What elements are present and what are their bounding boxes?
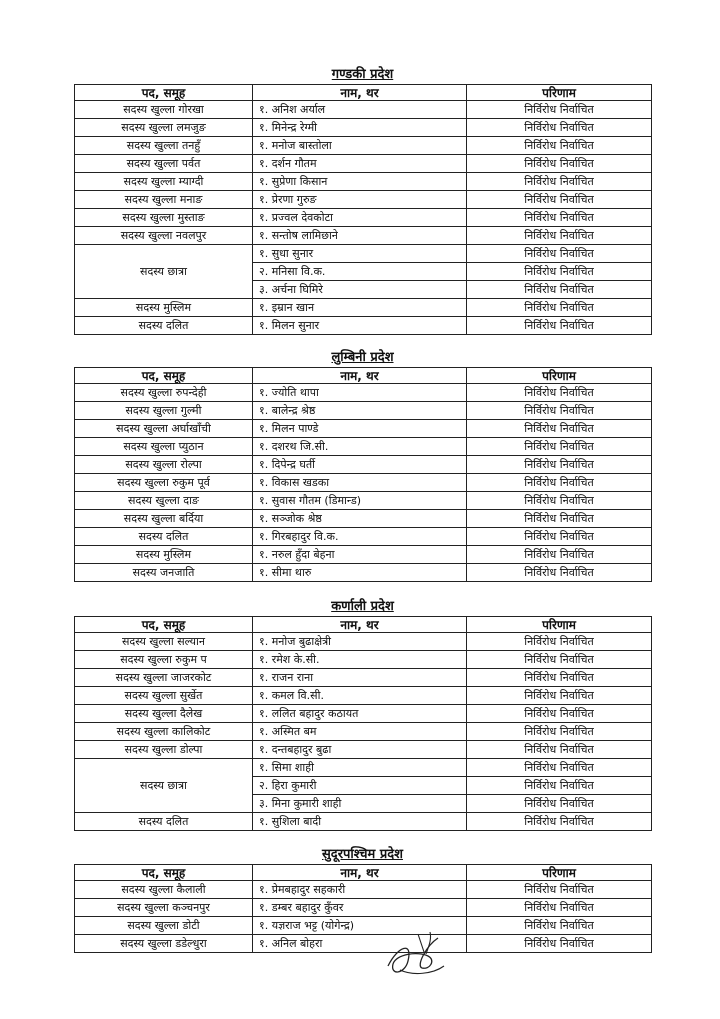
table-row <box>75 881 652 899</box>
table-row <box>75 155 652 173</box>
cell-result: निर्विरोध निर्वाचित <box>467 474 652 492</box>
cell-result: निर्विरोध निर्वाचित <box>467 155 652 173</box>
table-row <box>75 669 652 687</box>
section-title: सुदूरपश्चिम प्रदेश <box>322 847 403 862</box>
section-karnali <box>74 598 651 831</box>
cell-result: निर्विरोध निर्वाचित <box>467 759 652 777</box>
cell-result: निर्विरोध निर्वाचित <box>467 705 652 723</box>
section-sudurpaschim <box>74 846 651 953</box>
cell-group: सदस्य खुल्ला अर्घाखाँची <box>75 420 253 438</box>
cell-name: १. यज्ञराज भट्ट (योगेन्द्र) <box>253 917 467 935</box>
cell-name: १. मनोज बुढाक्षेत्री <box>253 633 467 651</box>
cell-group: सदस्य मुस्लिम <box>75 299 253 317</box>
cell-group: सदस्य खुल्ला कैलाली <box>75 881 253 899</box>
cell-group: सदस्य छात्रा <box>75 759 253 813</box>
cell-result: निर्विरोध निर्वाचित <box>467 917 652 935</box>
table-row <box>75 492 652 510</box>
section-title: कर्णाली प्रदेश <box>331 599 394 614</box>
cell-name: १. दिपेन्द्र घर्ती <box>253 456 467 474</box>
cell-group: सदस्य खुल्ला रुकुम प <box>75 651 253 669</box>
signature-image <box>378 926 450 982</box>
cell-name: १. दशरथ जि.सी. <box>253 438 467 456</box>
cell-result: निर्विरोध निर्वाचित <box>467 651 652 669</box>
cell-result: निर्विरोध निर्वाचित <box>467 263 652 281</box>
cell-result: निर्विरोध निर्वाचित <box>467 299 652 317</box>
cell-group: सदस्य खुल्ला गुल्मी <box>75 402 253 420</box>
cell-result: निर्विरोध निर्वाचित <box>467 402 652 420</box>
cell-result: निर्विरोध निर्वाचित <box>467 317 652 335</box>
results-table <box>74 84 652 335</box>
cell-name: १. सुवास गौतम (डिमान्ड) <box>253 492 467 510</box>
cell-group: सदस्य दलित <box>75 528 253 546</box>
cell-group: सदस्य मुस्लिम <box>75 546 253 564</box>
cell-name: १. विकास खडका <box>253 474 467 492</box>
cell-result: निर्विरोध निर्वाचित <box>467 281 652 299</box>
cell-group: सदस्य खुल्ला जाजरकोट <box>75 669 253 687</box>
cell-name: २. हिरा कुमारी <box>253 777 467 795</box>
cell-name: १. कमल वि.सी. <box>253 687 467 705</box>
cell-group: सदस्य छात्रा <box>75 245 253 299</box>
cell-result: निर्विरोध निर्वाचित <box>467 492 652 510</box>
cell-result: निर्विरोध निर्वाचित <box>467 723 652 741</box>
header-result: परिणाम <box>467 617 652 633</box>
cell-name: १. प्रेमबहादुर सहकारी <box>253 881 467 899</box>
cell-name: १. दन्तबहादुर बुढा <box>253 741 467 759</box>
cell-group: सदस्य खुल्ला कालिकोट <box>75 723 253 741</box>
cell-result: निर्विरोध निर्वाचित <box>467 546 652 564</box>
cell-result: निर्विरोध निर्वाचित <box>467 119 652 137</box>
cell-name: ३. मिना कुमारी शाही <box>253 795 467 813</box>
cell-group: सदस्य खुल्ला डडेल्धुरा <box>75 935 253 953</box>
table-row <box>75 510 652 528</box>
cell-result: निर्विरोध निर्वाचित <box>467 795 652 813</box>
table-row <box>75 546 652 564</box>
cell-result: निर्विरोध निर्वाचित <box>467 669 652 687</box>
table-row <box>75 209 652 227</box>
cell-group: सदस्य जनजाति <box>75 564 253 582</box>
cell-result: निर्विरोध निर्वाचित <box>467 209 652 227</box>
cell-result: निर्विरोध निर्वाचित <box>467 899 652 917</box>
results-table <box>74 616 652 831</box>
cell-name: १. बालेन्द्र श्रेष्ठ <box>253 402 467 420</box>
cell-result: निर्विरोध निर्वाचित <box>467 173 652 191</box>
cell-result: निर्विरोध निर्वाचित <box>467 813 652 831</box>
table-row <box>75 191 652 209</box>
table-row <box>75 705 652 723</box>
table-row <box>75 759 652 777</box>
cell-name: १. प्रेरणा गुरुङ <box>253 191 467 209</box>
header-group: पद, समूह <box>75 865 253 881</box>
cell-result: निर्विरोध निर्वाचित <box>467 227 652 245</box>
cell-name: १. नरुल हुँदा बेहना <box>253 546 467 564</box>
cell-result: निर्विरोध निर्वाचित <box>467 456 652 474</box>
table-header-row <box>75 368 652 384</box>
cell-name: १. मिनेन्द्र रेग्मी <box>253 119 467 137</box>
cell-name: १. अनिश अर्याल <box>253 101 467 119</box>
table-row <box>75 420 652 438</box>
table-header-row <box>75 85 652 101</box>
cell-name: १. ज्योति थापा <box>253 384 467 402</box>
cell-result: निर्विरोध निर्वाचित <box>467 633 652 651</box>
section-gandaki <box>74 66 651 335</box>
cell-name: १. ललित बहादुर कठायत <box>253 705 467 723</box>
cell-result: निर्विरोध निर्वाचित <box>467 420 652 438</box>
table-row <box>75 119 652 137</box>
table-row <box>75 528 652 546</box>
cell-group: सदस्य खुल्ला गोरखा <box>75 101 253 119</box>
header-name: नाम, थर <box>253 617 467 633</box>
cell-name: १. प्रज्वल देवकोटा <box>253 209 467 227</box>
cell-result: निर्विरोध निर्वाचित <box>467 687 652 705</box>
cell-name: १. रमेश के.सी. <box>253 651 467 669</box>
cell-result: निर्विरोध निर्वाचित <box>467 438 652 456</box>
cell-group: सदस्य खुल्ला लमजुङ <box>75 119 253 137</box>
cell-result: निर्विरोध निर्वाचित <box>467 564 652 582</box>
cell-group: सदस्य खुल्ला बर्दिया <box>75 510 253 528</box>
cell-group: सदस्य खुल्ला सुर्खेत <box>75 687 253 705</box>
cell-group: सदस्य खुल्ला पर्वत <box>75 155 253 173</box>
section-title: गण्डकी प्रदेश <box>331 67 394 82</box>
cell-group: सदस्य खुल्ला मुस्ताङ <box>75 209 253 227</box>
cell-name: ३. अर्चना घिमिरे <box>253 281 467 299</box>
table-row <box>75 917 652 935</box>
header-result: परिणाम <box>467 85 652 101</box>
table-row <box>75 137 652 155</box>
cell-name: १. सिमा शाही <box>253 759 467 777</box>
cell-group: सदस्य खुल्ला डोल्पा <box>75 741 253 759</box>
cell-result: निर्विरोध निर्वाचित <box>467 137 652 155</box>
header-name: नाम, थर <box>253 368 467 384</box>
cell-name: १. मनोज बास्तोला <box>253 137 467 155</box>
table-row <box>75 723 652 741</box>
cell-group: सदस्य खुल्ला प्युठान <box>75 438 253 456</box>
cell-name: १. अनिल बोहरा <box>253 935 467 953</box>
section-lumbini <box>74 349 651 582</box>
header-group: पद, समूह <box>75 617 253 633</box>
table-row <box>75 227 652 245</box>
cell-group: सदस्य खुल्ला डोटी <box>75 917 253 935</box>
cell-name: १. सञ्जोक श्रेष्ठ <box>253 510 467 528</box>
table-row <box>75 899 652 917</box>
table-row <box>75 474 652 492</box>
cell-group: सदस्य खुल्ला मनाङ <box>75 191 253 209</box>
cell-name: १. सुधा सुनार <box>253 245 467 263</box>
cell-group: सदस्य खुल्ला दाङ <box>75 492 253 510</box>
cell-name: १. मिलन सुनार <box>253 317 467 335</box>
cell-result: निर्विरोध निर्वाचित <box>467 384 652 402</box>
cell-group: सदस्य खुल्ला सल्यान <box>75 633 253 651</box>
table-row <box>75 402 652 420</box>
table-row <box>75 564 652 582</box>
header-name: नाम, थर <box>253 865 467 881</box>
cell-name: १. डम्बर बहादुर कुँवर <box>253 899 467 917</box>
cell-group: सदस्य खुल्ला रुपन्देही <box>75 384 253 402</box>
cell-group: सदस्य खुल्ला नवलपुर <box>75 227 253 245</box>
cell-result: निर्विरोध निर्वाचित <box>467 528 652 546</box>
cell-name: १. मिलन पाण्डे <box>253 420 467 438</box>
cell-result: निर्विरोध निर्वाचित <box>467 191 652 209</box>
cell-group: सदस्य खुल्ला रोल्पा <box>75 456 253 474</box>
cell-group: सदस्य खुल्ला तनहुँ <box>75 137 253 155</box>
cell-name: १. राजन राना <box>253 669 467 687</box>
cell-result: निर्विरोध निर्वाचित <box>467 777 652 795</box>
cell-result: निर्विरोध निर्वाचित <box>467 101 652 119</box>
table-row <box>75 633 652 651</box>
table-row <box>75 101 652 119</box>
table-header-row <box>75 617 652 633</box>
cell-name: १. सन्तोष लामिछाने <box>253 227 467 245</box>
cell-group: सदस्य खुल्ला दैलेख <box>75 705 253 723</box>
table-row <box>75 687 652 705</box>
table-row <box>75 317 652 335</box>
cell-name: १. सुशिला बादी <box>253 813 467 831</box>
cell-result: निर्विरोध निर्वाचित <box>467 245 652 263</box>
header-result: परिणाम <box>467 865 652 881</box>
table-row <box>75 935 652 953</box>
table-header-row <box>75 865 652 881</box>
cell-result: निर्विरोध निर्वाचित <box>467 935 652 953</box>
table-row <box>75 741 652 759</box>
table-row <box>75 651 652 669</box>
cell-result: निर्विरोध निर्वाचित <box>467 881 652 899</box>
table-row <box>75 813 652 831</box>
table-row <box>75 438 652 456</box>
cell-result: निर्विरोध निर्वाचित <box>467 741 652 759</box>
cell-name: १. सुप्रेणा किसान <box>253 173 467 191</box>
results-table <box>74 864 652 953</box>
results-table <box>74 367 652 582</box>
cell-name: १. दर्शन गौतम <box>253 155 467 173</box>
header-name: नाम, थर <box>253 85 467 101</box>
cell-group: सदस्य खुल्ला रुकुम पूर्व <box>75 474 253 492</box>
header-group: पद, समूह <box>75 368 253 384</box>
table-row <box>75 173 652 191</box>
cell-group: सदस्य दलित <box>75 813 253 831</box>
cell-name: १. सीमा थारु <box>253 564 467 582</box>
cell-result: निर्विरोध निर्वाचित <box>467 510 652 528</box>
cell-name: १. गिरबहादुर वि.क. <box>253 528 467 546</box>
table-row <box>75 456 652 474</box>
section-title: लुम्बिनी प्रदेश <box>331 350 394 365</box>
header-group: पद, समूह <box>75 85 253 101</box>
cell-group: सदस्य दलित <box>75 317 253 335</box>
cell-name: १. इम्रान खान <box>253 299 467 317</box>
table-row <box>75 384 652 402</box>
cell-name: २. मनिसा वि.क. <box>253 263 467 281</box>
cell-name: १. अस्मित बम <box>253 723 467 741</box>
cell-group: सदस्य खुल्ला म्याग्दी <box>75 173 253 191</box>
table-row <box>75 299 652 317</box>
table-row <box>75 245 652 263</box>
header-result: परिणाम <box>467 368 652 384</box>
cell-group: सदस्य खुल्ला कञ्चनपुर <box>75 899 253 917</box>
